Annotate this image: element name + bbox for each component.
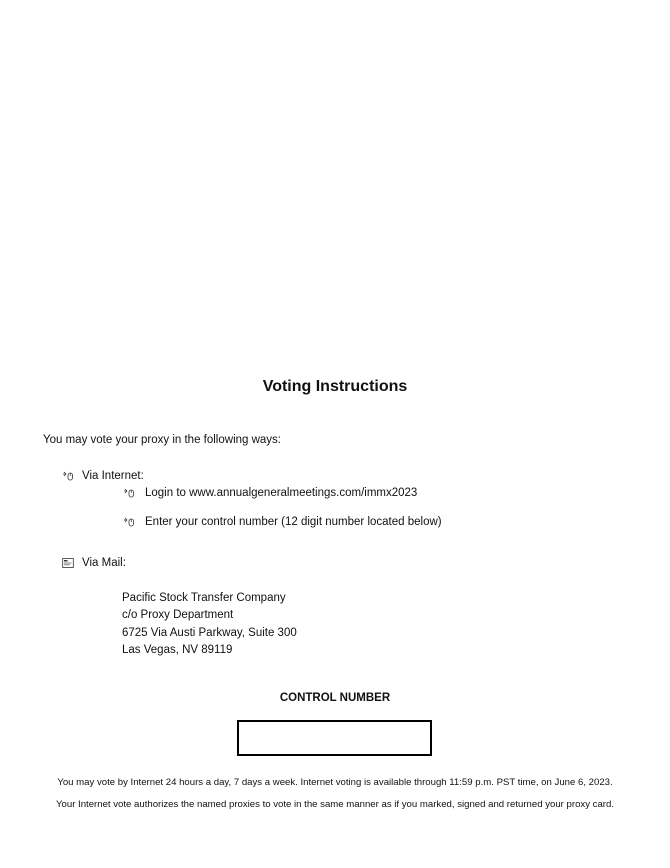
control-number-box [237,720,432,756]
internet-step-text: Enter your control number (12 digit number located below) [145,516,442,528]
address-line: Pacific Stock Transfer Company [122,592,286,604]
control-number-label: CONTROL NUMBER [279,692,391,704]
envelope-icon [62,557,74,569]
internet-step-2 [123,516,442,528]
page-title: Voting Instructions [262,378,408,395]
internet-step-1 [123,487,417,499]
internet-step-text: Login to www.annualgeneralmeetings.com/immx2023 [145,487,418,499]
footer-line-1: You may vote by Internet 24 hours a day, 7 days a week. Internet voting is available through 11:59 p.m. PST time, on June 6, 2023. [57,777,613,788]
footer-line-2: Your Internet vote authorizes the named proxies to vote in the same manner as if you marked, signed and returned your proxy card. [56,799,614,810]
address-line: Las Vegas, NV 89119 [122,644,233,656]
intro-text: You may vote your proxy in the following ways: [43,434,282,446]
address-line: 6725 Via Austi Parkway, Suite 300 [122,627,297,639]
mouse-icon [123,487,135,499]
mail-label: Via Mail: [82,557,126,569]
address-line: c/o Proxy Department [122,609,234,621]
mouse-icon [62,470,74,482]
mouse-icon [123,516,135,528]
mail-section-header [62,557,126,569]
internet-section-header [62,470,144,482]
internet-label: Via Internet: [82,470,144,482]
